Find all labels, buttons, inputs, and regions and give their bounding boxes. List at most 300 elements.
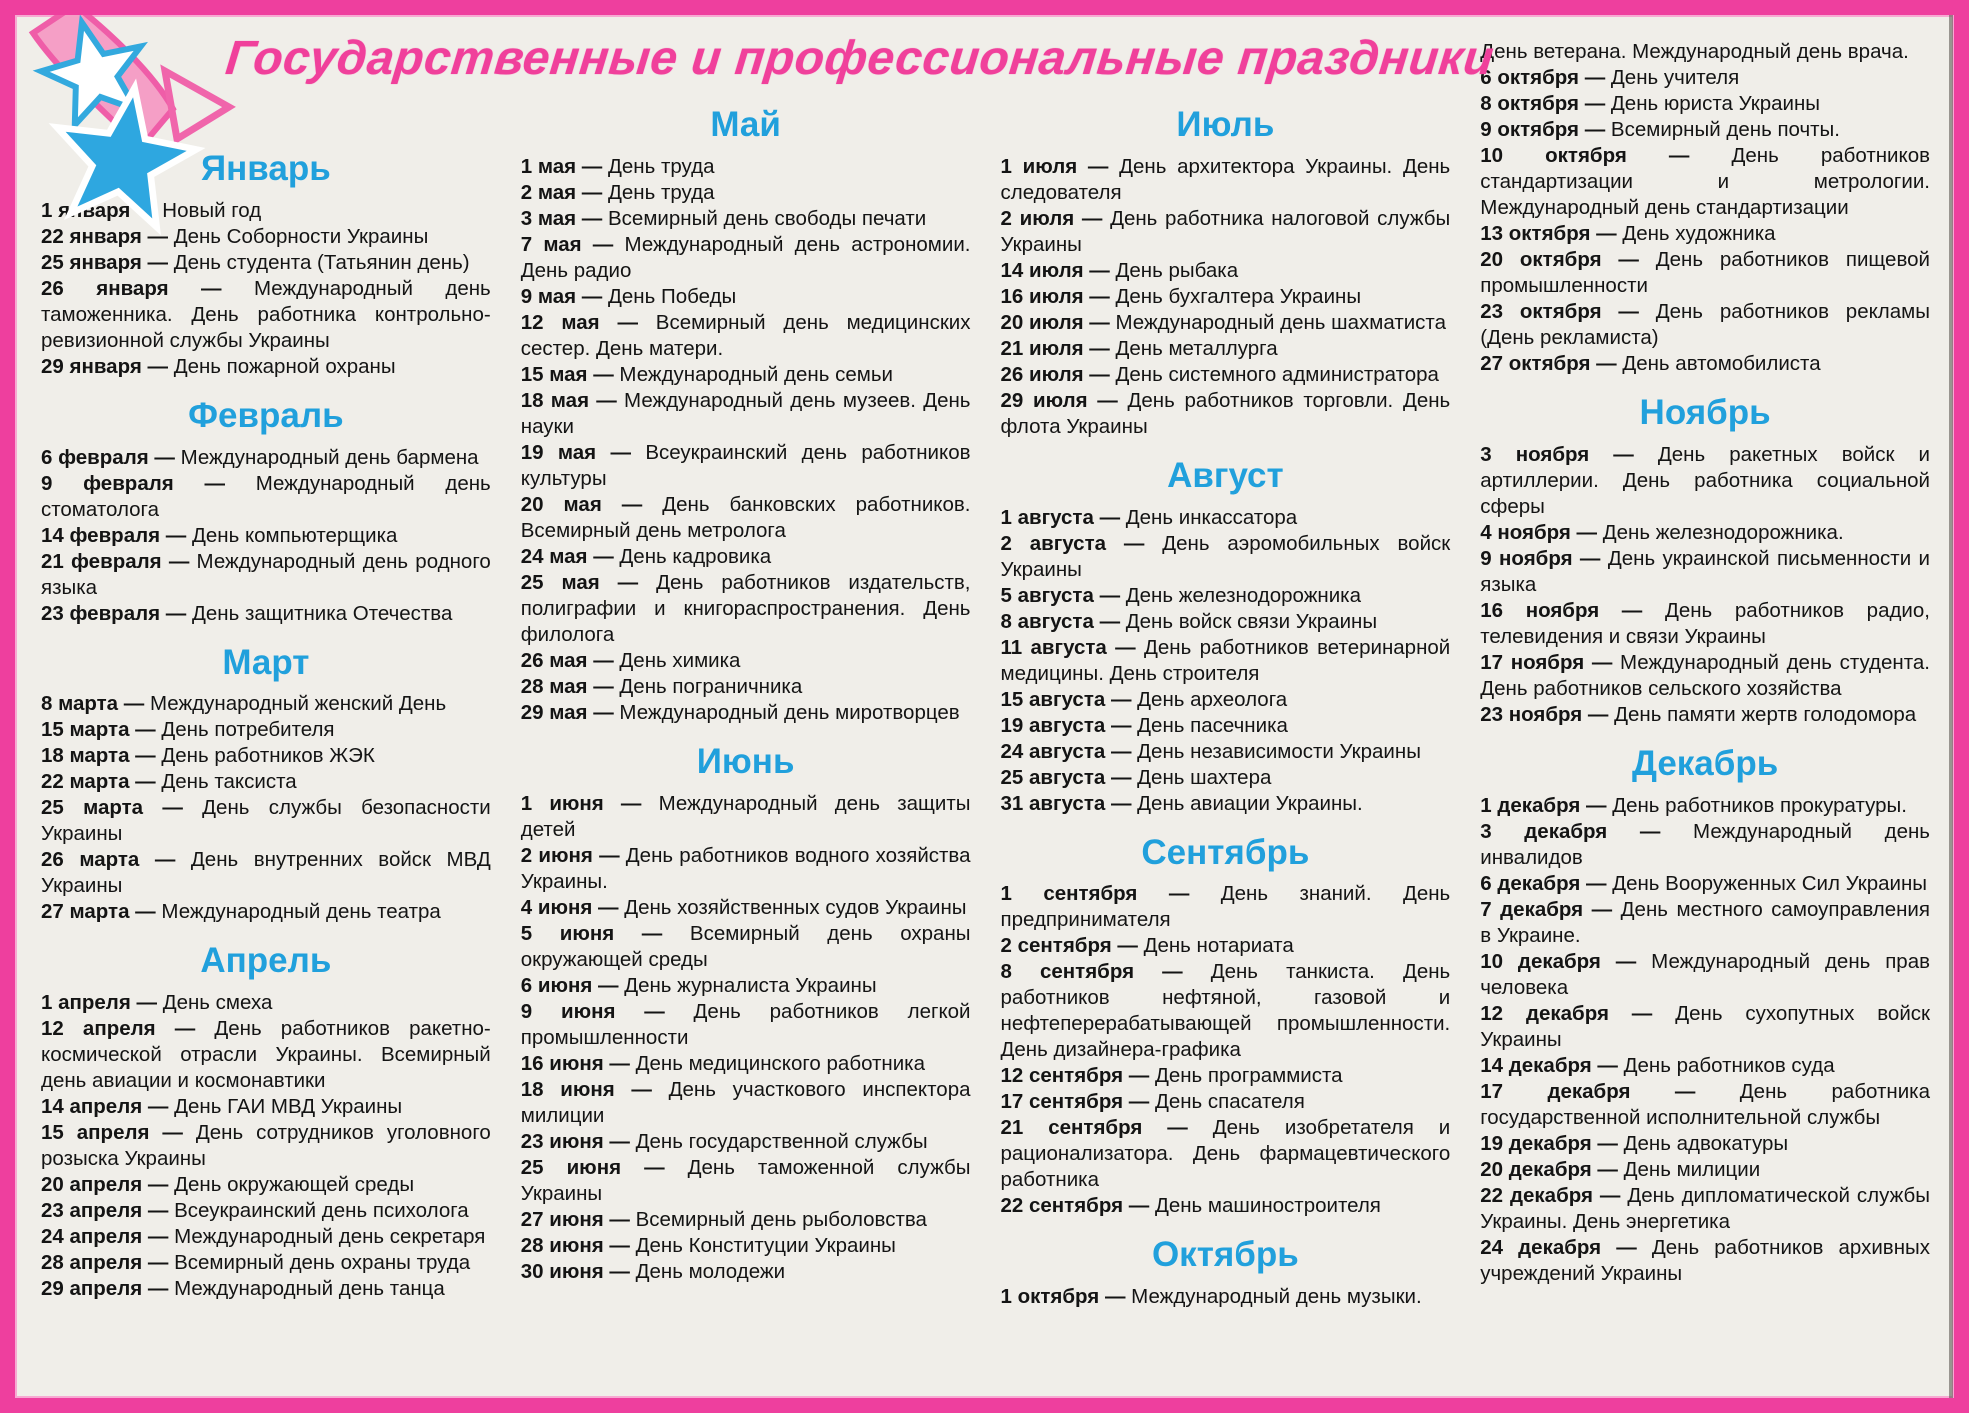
- holiday-entry: [521, 791, 971, 843]
- holiday-entry: [1001, 959, 1451, 1063]
- holiday-date: 2 мая —: [520, 180, 608, 204]
- holiday-name: День труда: [608, 154, 715, 178]
- holiday-date: 8 августа —: [1000, 609, 1126, 633]
- holiday-date: 20 декабря —: [1480, 1157, 1624, 1181]
- holiday-entry: [41, 743, 491, 769]
- holiday-entry: [1001, 1193, 1451, 1219]
- month-header: Июнь: [696, 741, 795, 781]
- holiday-name: Международный день театра: [161, 900, 441, 924]
- month-header: Сентябрь: [1141, 832, 1310, 872]
- holiday-entry: [1001, 1115, 1451, 1193]
- holiday-date: 1 сентября —: [1000, 882, 1221, 906]
- holiday-entry: [521, 570, 971, 648]
- holiday-entry: [1001, 310, 1451, 336]
- holiday-entry: [1001, 933, 1451, 959]
- holiday-name: Международный день астрономии. День радио: [520, 232, 971, 282]
- holiday-name: День окружающей среды: [174, 1173, 415, 1196]
- holiday-entry: [521, 1207, 971, 1233]
- holiday-name: День независимости Украины: [1137, 739, 1421, 763]
- holiday-date: 25 августа —: [1000, 765, 1138, 789]
- holiday-name: День знаний. День предпринимателя: [1000, 882, 1451, 932]
- holiday-date: 29 апреля —: [41, 1277, 175, 1300]
- holiday-name: День спасателя: [1154, 1090, 1305, 1114]
- holiday-date: 21 февраля —: [41, 549, 197, 573]
- holiday-date: 26 мая —: [520, 648, 620, 672]
- holiday-date: 22 сентября —: [1000, 1194, 1155, 1218]
- holiday-date: 17 декабря —: [1480, 1079, 1740, 1103]
- holiday-name: День памяти жертв голодомора: [1614, 702, 1917, 726]
- holiday-date: 20 апреля —: [41, 1173, 175, 1196]
- holiday-name: День работника налоговой службы Украины: [1000, 206, 1451, 256]
- holiday-name: Всемирный день медицинских сестер. День матери.: [520, 310, 971, 360]
- holiday-entry: [1480, 143, 1930, 221]
- holiday-name: Международный день музеев. День науки: [520, 388, 971, 438]
- holiday-name: День программиста: [1154, 1064, 1343, 1088]
- holiday-name: Международный день стоматолога: [41, 471, 491, 521]
- holiday-name: День изобретателя и рационализатора. День фармацевтического работника: [1000, 1116, 1451, 1192]
- holiday-name: Всемирный день охраны окружающей среды: [520, 921, 971, 971]
- holiday-entry: [41, 445, 491, 471]
- holiday-name: День работников стандартизации и метрологии. Международный день стандартизации: [1480, 144, 1930, 219]
- holiday-date: 5 августа —: [1000, 583, 1126, 607]
- holiday-entry: [1480, 1001, 1930, 1053]
- holiday-name: Международный женский День: [149, 692, 447, 716]
- holiday-name: День работников ракетно-космической отрасли Украины. Всемирный день авиации и космонавтики: [41, 1017, 491, 1092]
- holiday-name: День таможенной службы Украины: [520, 1155, 971, 1205]
- holiday-name: День рыбака: [1115, 258, 1239, 282]
- holiday-entry: [41, 1276, 491, 1302]
- month-header: Август: [1167, 455, 1284, 495]
- holiday-date: 8 октября —: [1480, 92, 1611, 115]
- holiday-name: День государственной службы: [635, 1129, 928, 1153]
- holiday-name: День работника государственной исполнительной службы: [1480, 1079, 1930, 1129]
- holiday-date: 10 декабря —: [1480, 949, 1652, 973]
- holiday-name: День работников водного хозяйства Украины.: [520, 843, 971, 893]
- holiday-date: 30 июня —: [520, 1259, 636, 1283]
- holiday-name: День студента (Татьянин день): [173, 250, 470, 274]
- holiday-date: 2 июля —: [1000, 206, 1111, 230]
- holiday-entry: [1480, 1235, 1930, 1287]
- holiday-entry: [521, 700, 971, 726]
- holiday-entry: [521, 154, 971, 180]
- holiday-date: 9 февраля —: [41, 471, 256, 495]
- holiday-date: 18 мая —: [520, 388, 625, 412]
- holiday-entry: [1480, 442, 1930, 520]
- holiday-name: День сухопутных войск Украины: [1480, 1001, 1931, 1051]
- holiday-entry: [1001, 1063, 1451, 1089]
- holiday-date: 2 июня —: [520, 843, 626, 867]
- holiday-name: Международный день семьи: [619, 362, 893, 386]
- holiday-date: 3 ноября —: [1480, 442, 1658, 466]
- holiday-entry: [1480, 819, 1930, 871]
- holiday-date: 23 июня —: [520, 1129, 636, 1153]
- holiday-date: 14 декабря —: [1480, 1053, 1624, 1077]
- holiday-date: 6 июня —: [520, 973, 625, 997]
- holiday-entry: [1480, 650, 1930, 702]
- holiday-name: День потребителя: [161, 718, 335, 742]
- holiday-name: День смеха: [162, 991, 273, 1014]
- holiday-name: День Победы: [608, 284, 737, 308]
- holiday-entry: [1001, 362, 1451, 388]
- holiday-entry: [1480, 897, 1930, 949]
- holiday-name: День труда: [608, 180, 715, 204]
- holiday-name: День участкового инспектора милиции: [520, 1077, 971, 1127]
- holiday-date: 1 октября —: [1000, 1285, 1132, 1308]
- holiday-entry: [521, 388, 971, 440]
- holiday-entry: [1001, 1284, 1451, 1310]
- month-header: Апрель: [200, 941, 332, 981]
- holiday-name: День художника: [1622, 222, 1776, 245]
- holiday-date: 1 мая —: [520, 154, 608, 178]
- holiday-name: День работников прокуратуры.: [1612, 793, 1907, 817]
- holiday-entry: [521, 1051, 971, 1077]
- holiday-date: 29 мая —: [520, 700, 620, 724]
- holiday-entry: [41, 899, 491, 925]
- holiday-entry: [1001, 609, 1451, 635]
- holiday-name: День работников издательств, полиграфии и книгораспространения. День филолога: [520, 570, 971, 646]
- holiday-date: 19 августа —: [1000, 713, 1138, 737]
- holiday-name: День хозяйственных судов Украины: [624, 895, 967, 919]
- holiday-name: День медицинского работника: [635, 1051, 925, 1075]
- holiday-date: 28 июня —: [520, 1233, 636, 1257]
- holiday-date: 27 октября —: [1480, 352, 1623, 375]
- holiday-entry: [521, 1233, 971, 1259]
- holiday-entry: [1480, 949, 1930, 1001]
- holiday-date: 17 ноября —: [1480, 650, 1620, 674]
- holiday-date: 9 июня —: [520, 999, 694, 1023]
- holiday-name: Международный день инвалидов: [1480, 819, 1930, 869]
- holiday-entry: [1480, 1053, 1930, 1079]
- holiday-date: 18 марта —: [41, 744, 162, 768]
- holiday-name: День работников ветеринарной медицины. День строителя: [1000, 635, 1451, 685]
- holiday-date: 24 мая —: [520, 544, 620, 568]
- holiday-name: День работников рекламы (День рекламиста): [1480, 300, 1930, 349]
- holiday-entry: [1001, 336, 1451, 362]
- holiday-date: 12 декабря —: [1480, 1001, 1676, 1025]
- holiday-entry: [41, 276, 491, 354]
- holiday-date: 20 октября —: [1480, 248, 1656, 271]
- holiday-date: 3 мая —: [520, 206, 608, 230]
- holiday-date: 10 октября —: [1480, 144, 1732, 167]
- holiday-name: Международный день защиты детей: [520, 791, 971, 841]
- holiday-entry: [521, 999, 971, 1051]
- holiday-name: День милиции: [1623, 1157, 1761, 1181]
- holiday-entry: [41, 691, 491, 717]
- holiday-name: День ГАИ МВД Украины: [174, 1095, 403, 1118]
- holiday-entry: [41, 769, 491, 795]
- holiday-entry: [521, 362, 971, 388]
- holiday-name: День системного администратора: [1115, 362, 1439, 386]
- holiday-name: День танкиста. День работников нефтяной, газовой и нефтеперерабатывающей промышленности. День дизайнера-графика: [1000, 960, 1451, 1062]
- month-header: Октябрь: [1151, 1235, 1299, 1275]
- holiday-entry: [1480, 1157, 1930, 1183]
- holiday-entry: [1480, 65, 1930, 91]
- holiday-date: 15 апреля —: [41, 1121, 196, 1144]
- holiday-name: День кадровика: [619, 544, 772, 568]
- holiday-name: Международный день секретаря: [174, 1225, 486, 1248]
- holiday-date: 23 апреля —: [41, 1199, 175, 1222]
- holiday-date: 14 апреля —: [41, 1095, 175, 1118]
- holiday-entry: [1001, 687, 1451, 713]
- holiday-name: День учителя: [1610, 66, 1740, 89]
- holiday-date: 16 июня —: [520, 1051, 636, 1075]
- holiday-entry: [1480, 1131, 1930, 1157]
- holiday-entry: [521, 973, 971, 999]
- holiday-entry: [521, 674, 971, 700]
- holiday-date: 6 февраля —: [41, 445, 181, 469]
- holiday-date: 25 марта —: [41, 796, 203, 820]
- holiday-entry: [1480, 1079, 1930, 1131]
- holiday-entry: [1480, 117, 1930, 143]
- holiday-date: 15 мая —: [520, 362, 620, 386]
- holiday-name: День журналиста Украины: [624, 973, 877, 997]
- holiday-entry: [521, 1155, 971, 1207]
- holiday-entry: [521, 648, 971, 674]
- holiday-entry: [521, 310, 971, 362]
- holiday-entry: [41, 523, 491, 549]
- holiday-entry: [41, 1224, 491, 1250]
- holiday-name: День работников пищевой промышленности: [1480, 248, 1930, 297]
- holiday-name: Международный день прав человека: [1480, 949, 1930, 999]
- holiday-date: 28 мая —: [520, 674, 620, 698]
- holiday-entry: [41, 354, 491, 380]
- holiday-date: 26 января —: [41, 276, 254, 300]
- holiday-date: 19 декабря —: [1480, 1131, 1624, 1155]
- holiday-name: День нотариата: [1143, 934, 1294, 958]
- holiday-date: 25 января —: [41, 250, 174, 274]
- holiday-name: День внутренних войск МВД Украины: [41, 848, 491, 898]
- holiday-date: 8 сентября —: [1000, 960, 1211, 984]
- holiday-date: 31 августа —: [1000, 791, 1138, 815]
- holiday-date: 9 ноября —: [1480, 546, 1608, 570]
- holiday-name: День железнодорожника.: [1602, 520, 1844, 544]
- holiday-name: Всеукраинский день психолога: [174, 1199, 469, 1222]
- page-title: Государственные и профессиональные праздники: [223, 32, 1497, 85]
- holiday-date: 25 июня —: [520, 1155, 688, 1179]
- holiday-date: 23 октября —: [1480, 300, 1656, 323]
- holiday-name: Международный день родного языка: [41, 549, 491, 599]
- holiday-entry: [521, 843, 971, 895]
- holiday-name: День таксиста: [161, 770, 297, 794]
- holiday-date: 4 ноября —: [1480, 520, 1603, 544]
- holiday-entry: [1001, 388, 1451, 440]
- holiday-entry: [1001, 154, 1451, 206]
- holiday-entry: [521, 1259, 971, 1285]
- holiday-name: День работников суда: [1623, 1053, 1835, 1077]
- holiday-entry: [1480, 546, 1930, 598]
- holiday-date: 22 декабря —: [1480, 1183, 1628, 1207]
- holiday-entry: [1480, 702, 1930, 728]
- holiday-name: День работников легкой промышленности: [520, 999, 971, 1049]
- holiday-date: 22 января —: [41, 224, 174, 248]
- holiday-entry: [1001, 206, 1451, 258]
- holiday-entry: [521, 206, 971, 232]
- holiday-date: 26 марта —: [41, 848, 191, 872]
- holiday-date: 20 мая —: [520, 492, 663, 516]
- holiday-entry: [1480, 520, 1930, 546]
- holiday-name: Всемирный день охраны труда: [174, 1251, 471, 1274]
- stars-decoration-icon: [15, 11, 263, 243]
- holiday-date: 1 января —: [41, 198, 163, 222]
- holiday-name: День дипломатической службы Украины. День энергетика: [1480, 1183, 1931, 1233]
- holiday-name: Международный день бармена: [180, 445, 479, 469]
- holiday-name: День украинской письменности и языка: [1480, 546, 1930, 596]
- month-header: Июль: [1176, 105, 1275, 144]
- column-jan-apr: [41, 101, 491, 1384]
- holiday-entry: [1001, 284, 1451, 310]
- holiday-date: 1 июня —: [520, 791, 659, 815]
- holiday-date: 17 сентября —: [1000, 1090, 1155, 1114]
- holiday-date: 7 мая —: [520, 232, 625, 256]
- holiday-entry: [41, 990, 491, 1016]
- holiday-date: 6 декабря —: [1480, 871, 1613, 895]
- holiday-date: 25 мая —: [520, 570, 657, 594]
- holiday-entry: [41, 795, 491, 847]
- holiday-date: 1 декабря —: [1480, 793, 1613, 817]
- holiday-entry: [521, 895, 971, 921]
- holiday-name: Международный день миротворцев: [619, 700, 960, 724]
- holiday-entry: [41, 1094, 491, 1120]
- holiday-name: Новый год: [162, 198, 262, 222]
- holiday-date: 4 июня —: [520, 895, 625, 919]
- holiday-entry: [1480, 247, 1930, 299]
- holiday-date: 8 марта —: [41, 692, 150, 716]
- holiday-name: День химика: [619, 648, 741, 672]
- holiday-date: 1 августа —: [1000, 505, 1126, 529]
- holiday-name: Всемирный день свободы печати: [608, 206, 927, 230]
- holiday-date: 1 апреля —: [41, 991, 163, 1014]
- holiday-name: День работников радио, телевидения и связи Украины: [1480, 598, 1930, 648]
- column-may-jun: [521, 101, 971, 1384]
- holiday-name: Всемирный день рыболовства: [635, 1207, 927, 1231]
- holiday-entry: [521, 180, 971, 206]
- holiday-date: 23 ноября —: [1480, 702, 1615, 726]
- holiday-entry: [1480, 1183, 1930, 1235]
- holiday-entry: [1001, 258, 1451, 284]
- holiday-name: День пограничника: [619, 674, 803, 698]
- holiday-entry: [1001, 765, 1451, 791]
- holiday-date: 3 декабря —: [1480, 819, 1694, 843]
- holiday-date: 24 декабря —: [1480, 1235, 1652, 1259]
- holiday-name: День Конституции Украины: [635, 1233, 896, 1257]
- holiday-entry: [521, 544, 971, 570]
- holiday-entry: [1001, 791, 1451, 817]
- holiday-date: 1 июля —: [1000, 154, 1120, 178]
- holiday-entry: [1480, 221, 1930, 247]
- holiday-date: 14 июля —: [1000, 258, 1116, 282]
- holiday-date: 13 октября —: [1480, 222, 1623, 245]
- holiday-name: День шахтера: [1137, 765, 1272, 789]
- holiday-entry: [1480, 598, 1930, 650]
- holiday-entry: [521, 1077, 971, 1129]
- holiday-name: День архитектора Украины. День следователя: [1000, 154, 1451, 204]
- holiday-name: День войск связи Украины: [1125, 609, 1378, 633]
- holiday-entry: [1001, 505, 1451, 531]
- holiday-date: 29 января —: [41, 354, 174, 378]
- holiday-date: 21 сентября —: [1000, 1116, 1213, 1140]
- holiday-date: 11 августа —: [1000, 635, 1145, 659]
- holiday-name: День компьютерщика: [191, 523, 398, 547]
- holiday-date: 27 марта —: [41, 900, 162, 924]
- holiday-entry: [521, 232, 971, 284]
- holiday-date: 18 июня —: [520, 1077, 669, 1101]
- holiday-date: 7 декабря —: [1480, 897, 1621, 921]
- holiday-date: 26 июля —: [1000, 362, 1116, 386]
- holiday-entry: [1001, 1089, 1451, 1115]
- holiday-date: 22 марта —: [41, 770, 162, 794]
- holiday-entry: [521, 492, 971, 544]
- holiday-name: День ракетных войск и артиллерии. День работника социальной сферы: [1480, 442, 1930, 518]
- holiday-entry: [1480, 299, 1930, 351]
- holiday-entry: [1001, 739, 1451, 765]
- holiday-entry: [1480, 793, 1930, 819]
- holiday-date: 12 мая —: [520, 310, 656, 334]
- holiday-date: 12 сентября —: [1000, 1064, 1155, 1088]
- holiday-entry: [521, 1129, 971, 1155]
- holiday-date: 20 июля —: [1000, 310, 1116, 334]
- holiday-name: Международный день музыки.: [1131, 1285, 1422, 1308]
- holiday-date: 28 апреля —: [41, 1251, 175, 1274]
- holiday-name: День сотрудников уголовного розыска Украины: [41, 1121, 491, 1170]
- holiday-entry: [1001, 531, 1451, 583]
- holiday-date: 5 июня —: [520, 921, 690, 945]
- holiday-name: День местного самоуправления в Украине.: [1480, 897, 1930, 947]
- holiday-name: День автомобилиста: [1622, 352, 1821, 375]
- holiday-name: Международный день шахматиста: [1115, 310, 1446, 334]
- holiday-name: День авиации Украины.: [1137, 791, 1363, 815]
- holiday-date: 24 апреля —: [41, 1225, 175, 1248]
- holiday-entry: [41, 1198, 491, 1224]
- holiday-name: Всемирный день почты.: [1610, 118, 1840, 141]
- holiday-entry: [1001, 713, 1451, 739]
- holiday-name: День работников ЖЭК: [161, 744, 375, 768]
- holiday-entry: [521, 921, 971, 973]
- holiday-name: День инкассатора: [1125, 505, 1298, 529]
- holiday-name: День бухгалтера Украины: [1115, 284, 1362, 308]
- holiday-entry: [521, 440, 971, 492]
- holiday-entry-continuation: День ветерана. Международный день врача.: [1480, 40, 1909, 63]
- holiday-date: 2 сентября —: [1000, 934, 1144, 958]
- holiday-date: 9 октября —: [1480, 118, 1611, 141]
- page-grid: [41, 25, 1930, 1384]
- holiday-name: День банковских работников. Всемирный день метролога: [520, 492, 971, 542]
- holiday-entry: [1480, 351, 1930, 377]
- holiday-name: День Соборности Украины: [173, 224, 429, 248]
- holiday-date: 16 июля —: [1000, 284, 1116, 308]
- holiday-entry: [1001, 881, 1451, 933]
- holiday-entry: [41, 1172, 491, 1198]
- holiday-date: 15 августа —: [1000, 687, 1138, 711]
- holiday-date: 19 мая —: [520, 440, 646, 464]
- holiday-name: Международный день танца: [174, 1277, 445, 1300]
- holiday-name: День пасечника: [1137, 713, 1288, 737]
- holiday-date: 24 августа —: [1000, 739, 1138, 763]
- holiday-entry: [41, 1016, 491, 1094]
- holiday-name: Международный день таможенника. День работника контрольно-ревизионной службы Украины: [41, 276, 491, 352]
- holiday-date: 15 марта —: [41, 718, 162, 742]
- month-header: Май: [710, 105, 781, 144]
- holiday-date: 14 февраля —: [41, 523, 192, 547]
- column-oct-dec: [1480, 25, 1930, 1384]
- holiday-name: День службы безопасности Украины: [41, 796, 491, 846]
- holiday-date: 12 апреля —: [41, 1017, 215, 1040]
- holiday-date: 29 июля —: [1000, 388, 1128, 412]
- month-header: Декабрь: [1631, 743, 1779, 783]
- holiday-entry: [41, 717, 491, 743]
- holiday-date: 9 мая —: [520, 284, 608, 308]
- month-header: Март: [222, 642, 310, 682]
- holiday-name: День работников архивных учреждений Украины: [1480, 1235, 1930, 1285]
